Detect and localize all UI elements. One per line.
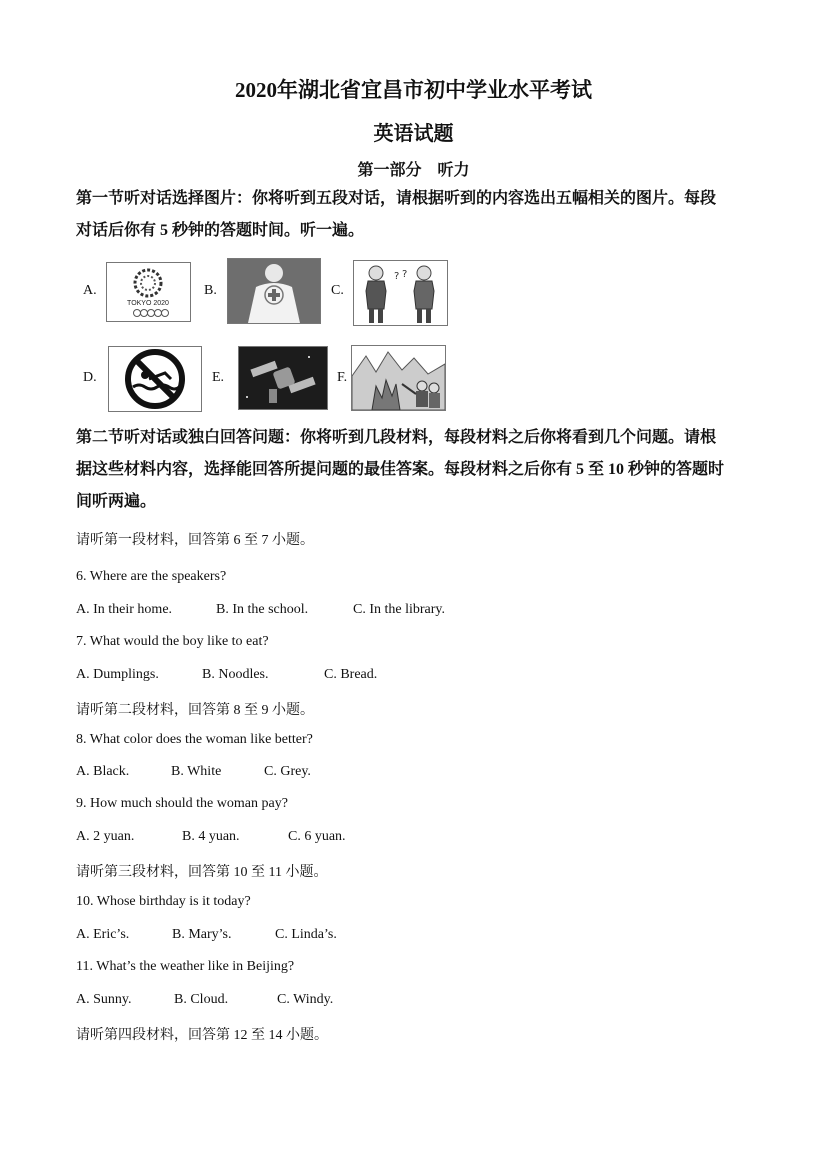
- option-c: C. Windy.: [277, 992, 334, 1007]
- part-heading: 第一部分 听力: [357, 162, 470, 179]
- space-station-icon: [238, 346, 328, 410]
- tokyo-caption: TOKYO 2020: [127, 300, 169, 307]
- section1-instructions: [76, 183, 756, 247]
- option-c: C. In the library.: [353, 602, 446, 617]
- question-stem: 9. How much should the woman pay?: [76, 796, 288, 811]
- option-b: B. Mary’s.: [172, 927, 232, 942]
- answer-options: [76, 992, 776, 1012]
- option-b: B. Noodles.: [202, 667, 269, 682]
- segment-instruction: 请听第四段材料，回答第 12 至 14 小题。: [76, 1028, 328, 1043]
- option-a: A. Sunny.: [76, 992, 132, 1007]
- svg-text:?: ?: [394, 271, 400, 282]
- answer-options: [76, 829, 776, 849]
- option-b: B. Cloud.: [174, 992, 229, 1007]
- picture-label-e: E.: [212, 370, 225, 385]
- segment-instruction: 请听第一段材料，回答第 6 至 7 小题。: [76, 533, 314, 548]
- option-c: C. Grey.: [264, 764, 311, 779]
- option-a: A. Dumplings.: [76, 667, 159, 682]
- section2-instruction-line: 间听两遍。: [76, 493, 157, 510]
- option-a: A. Eric’s.: [76, 927, 130, 942]
- section2-instructions: [76, 422, 766, 518]
- subject-title: 英语试题: [373, 123, 454, 145]
- picture-label-c: C.: [331, 283, 344, 298]
- section1-instruction-line: 第一节听对话选择图片：你将听到五段对话，请根据听到的内容选出五幅相关的图片。每段: [76, 190, 717, 207]
- option-c: C. 6 yuan.: [288, 829, 346, 844]
- picture-label-a: A.: [83, 283, 97, 298]
- picture-label-d: D.: [83, 370, 97, 385]
- section1-instruction-line: 对话后你有 5 秒钟的答题时间。听一遍。: [76, 222, 365, 239]
- question-stem: 10. Whose birthday is it today?: [76, 894, 251, 909]
- picture-label-f: F.: [337, 370, 348, 385]
- two-students-talking-icon: [353, 260, 448, 326]
- answer-options: [76, 667, 776, 687]
- exam-title: 2020年湖北省宜昌市初中学业水平考试: [235, 78, 592, 102]
- option-b: B. In the school.: [216, 602, 309, 617]
- segment-instruction: 请听第三段材料，回答第 10 至 11 小题。: [76, 865, 328, 880]
- question-stem: 7. What would the boy like to eat?: [76, 634, 269, 649]
- medical-worker-icon: [227, 258, 321, 324]
- segment-instruction: 请听第二段材料，回答第 8 至 9 小题。: [76, 703, 314, 718]
- option-b: B. White: [171, 764, 222, 779]
- question-stem: 6. Where are the speakers?: [76, 569, 227, 584]
- question-stem: 11. What’s the weather like in Beijing?: [76, 959, 295, 974]
- question-stem: 8. What color does the woman like better?: [76, 732, 313, 747]
- answer-options: [76, 602, 776, 622]
- no-swimming-sign-icon: [108, 346, 202, 412]
- section2-instruction-line: 第二节听对话或独白回答问题：你将听到几段材料，每段材料之后你将看到几个问题。请根: [76, 429, 717, 446]
- tokyo-2020-olympic-logo-icon: [106, 262, 191, 322]
- section2-instruction-line: 据这些材料内容，选择能回答所提问题的最佳答案。每段材料之后你有 5 至 10 秒钟的答题时: [76, 461, 725, 478]
- picture-label-b: B.: [204, 283, 217, 298]
- option-b: B. 4 yuan.: [182, 829, 240, 844]
- answer-options: [76, 764, 776, 784]
- option-c: C. Bread.: [324, 667, 378, 682]
- option-c: C. Linda’s.: [275, 927, 337, 942]
- forest-fire-rescue-icon: [351, 345, 446, 411]
- answer-options: [76, 927, 776, 947]
- svg-text:?: ?: [402, 269, 408, 280]
- option-a: A. 2 yuan.: [76, 829, 135, 844]
- option-a: A. Black.: [76, 764, 130, 779]
- option-a: A. In their home.: [76, 602, 173, 617]
